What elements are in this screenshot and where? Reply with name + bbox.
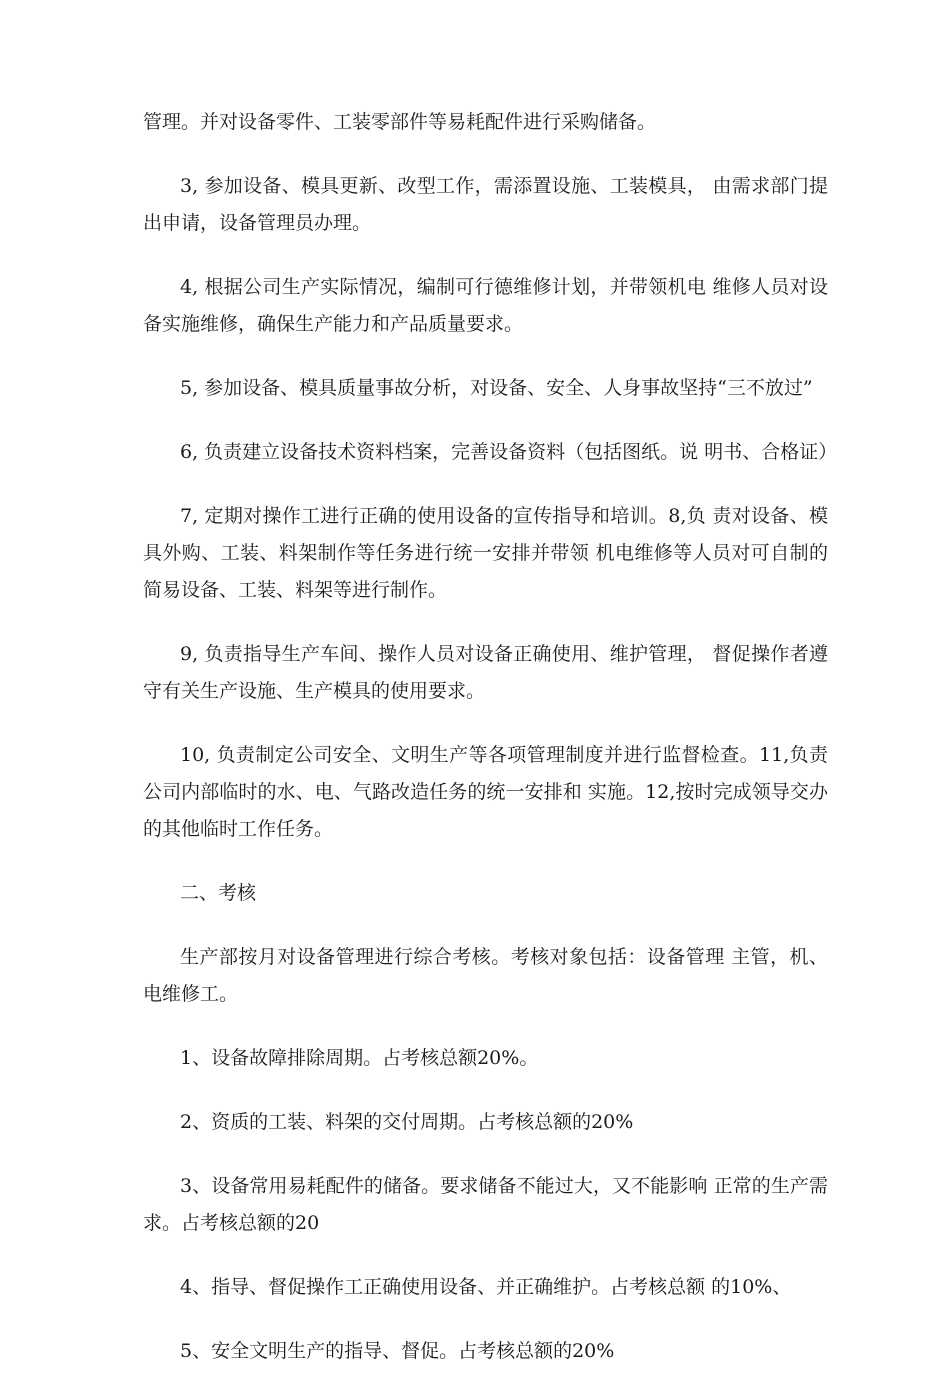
paragraph-2: 3, 参加设备、模具更新、改型工作，需添置设施、工装模具， 由需求部门提出申请，设备管理员办理。	[143, 175, 828, 234]
paragraph-3: 4, 根据公司生产实际情况，编制可行德维修计划，并带领机电 维修人员对设备实施维修，确保生产能力和产品质量要求。	[143, 276, 828, 335]
list-item-3: 3、设备常用易耗配件的储备。要求储备不能过大，又不能影响 正常的生产需求。占考核总额的20	[143, 1175, 828, 1234]
section-heading: 二、考核	[180, 882, 257, 904]
paragraph-10: 生产部按月对设备管理进行综合考核。考核对象包括：设备管理 主管，机、电维修工。	[143, 946, 828, 1005]
paragraph-1: 管理。并对设备零件、工装零部件等易耗配件进行采购储备。	[143, 111, 657, 133]
paragraph-5: 6, 负责建立设备技术资料档案，完善设备资料（包括图纸。说 明书、合格证）	[180, 441, 838, 463]
list-item-5: 5、安全文明生产的指导、督促。占考核总额的20%	[180, 1340, 615, 1362]
paragraph-4: 5, 参加设备、模具质量事故分析，对设备、安全、人身事故坚持“三不放过”	[180, 377, 813, 399]
list-item-4: 4、指导、督促操作工正确使用设备、并正确维护。占考核总额 的10%、	[180, 1276, 792, 1298]
paragraph-7: 9, 负责指导生产车间、操作人员对设备正确使用、维护管理， 督促操作者遵守有关生产设施、生产模具的使用要求。	[143, 643, 828, 702]
paragraph-6: 7, 定期对操作工进行正确的使用设备的宣传指导和培训。8,负 责对设备、模具外购、工装、料架制作等任务进行统一安排并带领 机电维修等人员对可自制的简易设备、工装、料架等进行制作。	[143, 505, 828, 601]
list-item-2: 2、资质的工装、料架的交付周期。占考核总额的20%	[180, 1111, 634, 1133]
paragraph-8: 10, 负责制定公司安全、文明生产等各项管理制度并进行监督检查。11,负责公司内部临时的水、电、气路改造任务的统一安排和 实施。12,按时完成领导交办的其他临时工作任务。	[143, 744, 828, 840]
list-item-1: 1、设备故障排除周期。占考核总额20%。	[180, 1047, 539, 1069]
document-page	[143, 104, 838, 1397]
